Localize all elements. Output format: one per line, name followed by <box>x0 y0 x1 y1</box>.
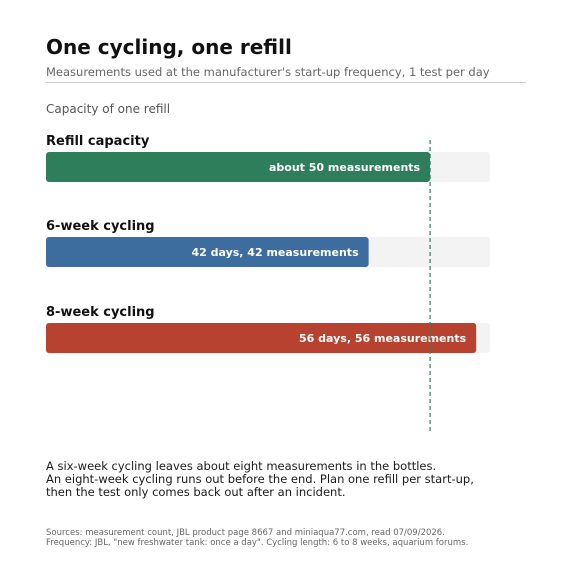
bar-category-label: 6-week cycling <box>46 219 155 234</box>
bar-data-label: 56 days, 56 measurements <box>299 332 467 345</box>
bar-category-label: 8-week cycling <box>46 305 155 320</box>
explanation-line: then the test only comes back out after an incident. <box>46 485 346 499</box>
sources-line: Frequency: JBL, "new freshwater tank: once a day". Cycling length: 6 to 8 weeks, aquarium forums. <box>46 538 469 548</box>
bar-data-label: about 50 measurements <box>269 161 421 174</box>
section-label: Capacity of one refill <box>46 102 171 116</box>
explanation-line: An eight-week cycling runs out before the end. Plan one refill per start-up, <box>46 472 474 486</box>
chart-title: One cycling, one refill <box>46 35 292 59</box>
sources-line: Sources: measurement count, JBL product page 8667 and miniaqua77.com, read 07/09/2026. <box>46 528 445 538</box>
bar-category-label: Refill capacity <box>46 134 150 149</box>
chart-subtitle: Measurements used at the manufacturer's start-up frequency, 1 test per day <box>46 65 490 79</box>
explanation-text <box>46 460 474 499</box>
bar-data-label: 42 days, 42 measurements <box>191 246 359 259</box>
sources-note <box>46 528 468 548</box>
explanation-line: A six-week cycling leaves about eight measurements in the bottles. <box>46 459 437 473</box>
